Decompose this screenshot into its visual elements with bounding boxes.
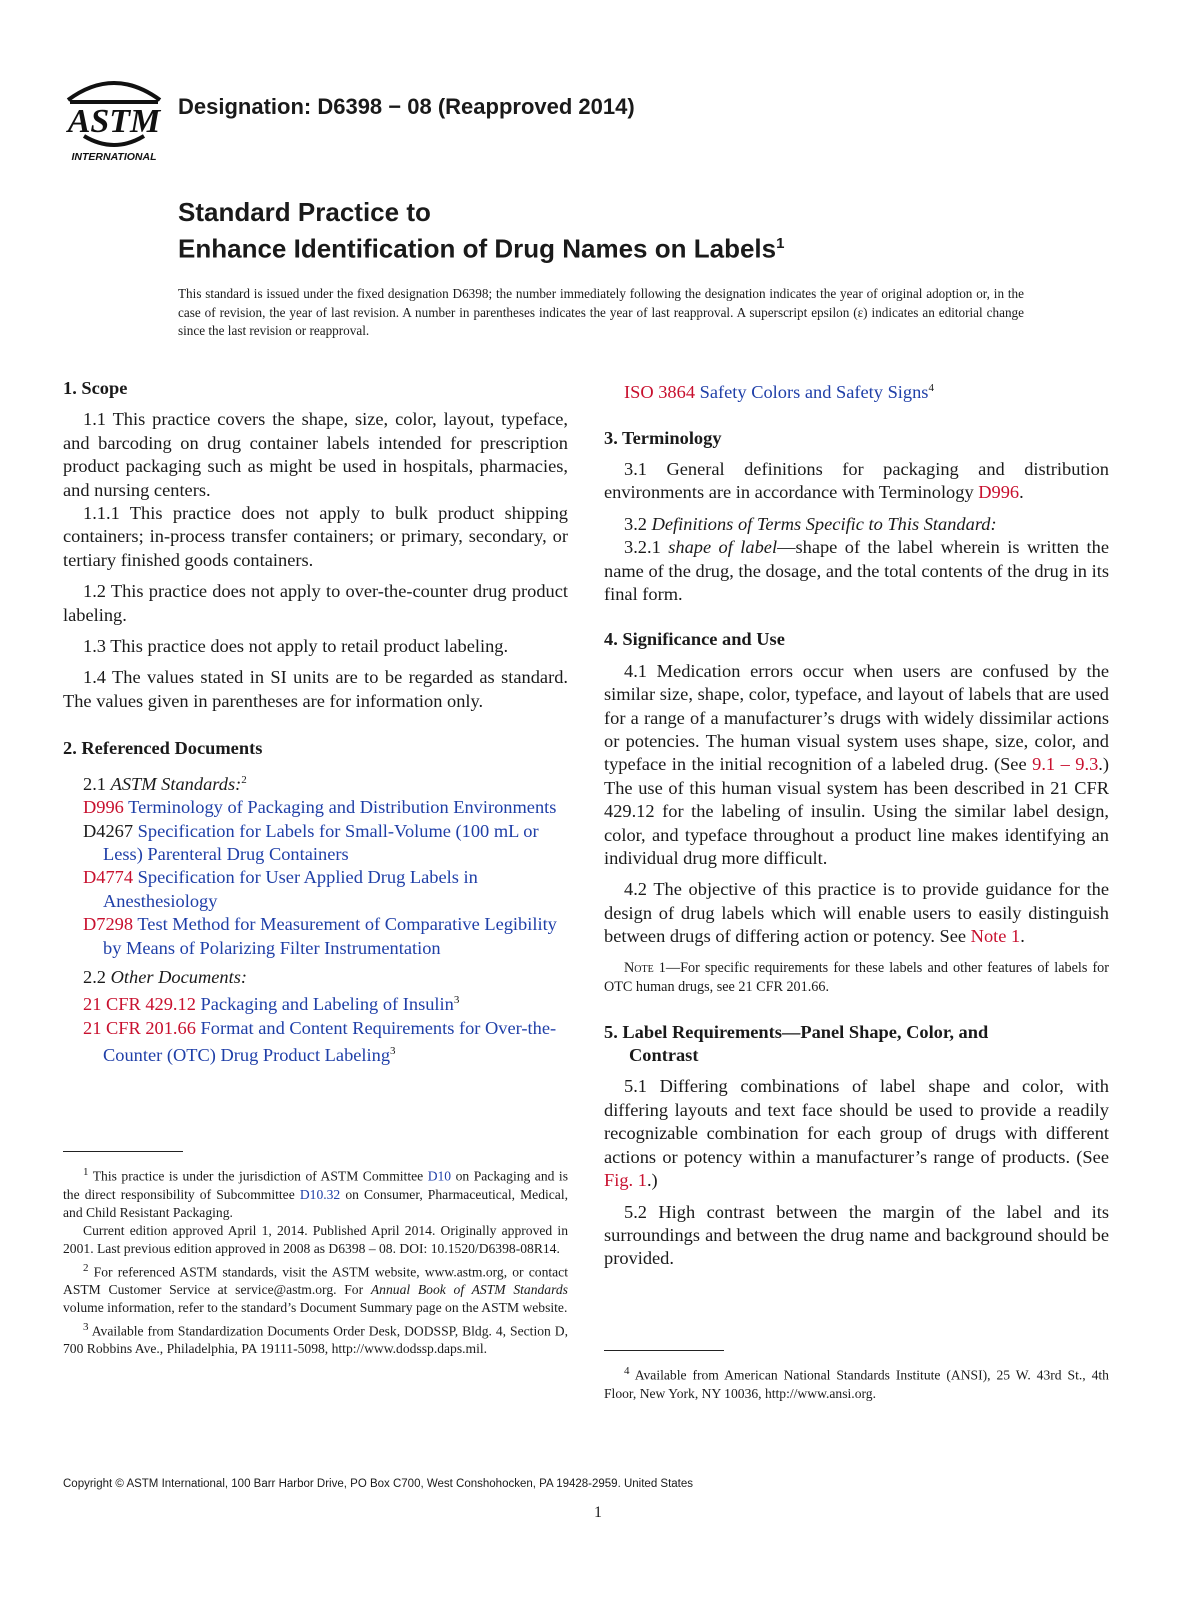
ref-title-cfr-429[interactable]: Packaging and Labeling of Insulin xyxy=(200,994,454,1015)
svg-text:ASTM: ASTM xyxy=(67,103,161,140)
para-2-2: 2.2 Other Documents: xyxy=(83,967,247,988)
link-fig-1[interactable]: Fig. 1 xyxy=(604,1170,647,1191)
link-d10-32[interactable]: D10.32 xyxy=(299,1186,341,1202)
para-3-1: 3.1 General definitions for packaging and distribution environments are in accordance with Terminology D996. xyxy=(604,458,1109,503)
footnote-right xyxy=(604,1362,1109,1403)
ref-item xyxy=(83,820,568,867)
footnotes-left xyxy=(63,1163,568,1359)
link-d10[interactable]: D10 xyxy=(427,1168,452,1184)
para-4-1: 4.1 Medication errors occur when users are confused by the similar size, shape, color, typeface, and layout of labels that are used for a range of a manufacturer’s drugs with widely dissimilar actions or potencies. The human visual system uses shape, size, color, and typeface in the initial recognition of a labeled drug. (See 9.1 – 9.3.) The use of this human visual system has been described in 21 CFR 429.12 for the labeling of insulin. Using the similar label design, color, and typeface throughout a product line makes identifying an individual drug more difficult. xyxy=(604,660,1109,869)
para-1-1: 1.1 This practice covers the shape, size, color, layout, typeface, and barcoding on drug container labels intended for prescription product packaging such as might be used in hospitals, pharmacies, and nursing centers. xyxy=(63,409,568,500)
para-2-1: 2.1 ASTM Standards:$^2$ xyxy=(83,773,247,794)
astm-logo-icon xyxy=(62,72,166,164)
para-4-2: 4.2 The objective of this practice is to provide guidance for the design of drug labels which will enable users to easily distinguish between drugs of differing action or potency. See Note 1. xyxy=(604,879,1109,947)
title-line-2: Enhance Identification of Drug Names on Labels$^1$ xyxy=(178,233,785,264)
ref-title-d996[interactable]: Terminology of Packaging and Distribution Environments xyxy=(128,797,557,818)
para-5-1: 5.1 Differing combinations of label shape and color, with differing layouts and text face should be used to provide a readily recognizable combination for each group of drugs with different actions or potency within a manufacturer’s range of products. (See Fig. 1.) xyxy=(604,1076,1109,1191)
ref-title-iso-3864[interactable]: Safety Colors and Safety Signs xyxy=(699,382,929,403)
title-line-1: Standard Practice to xyxy=(178,197,431,227)
ref-link-d996[interactable]: D996 xyxy=(83,797,124,818)
ref-item: 21 CFR 201.66 Format and Content Requirements for Over-the-Counter (OTC) Drug Product Labeling$^3$ xyxy=(83,1018,557,1066)
link-9-1-9-3[interactable]: 9.1 – 9.3 xyxy=(1032,754,1099,775)
ref-title-d4267[interactable]: Specification for Labels for Small-Volume (100 mL or Less) Parenteral Drug Containers xyxy=(103,820,539,865)
footnote-rule-right xyxy=(604,1350,724,1351)
svg-text:INTERNATIONAL: INTERNATIONAL xyxy=(71,151,157,163)
title-footnote-mark[interactable]: 1 xyxy=(776,235,785,252)
footnote-2: $^2$ For referenced ASTM standards, visit the ASTM website, www.astm.org, or contact ASTM Customer Service at service@astm.org. For Annual Book of ASTM Standards volume information, refer to the standard’s Document Summary page on the ASTM website. xyxy=(63,1261,568,1316)
footnote-1-edition: Current edition approved April 1, 2014. Published April 2014. Originally approved in 2001. Last previous edition approved in 2008 as D6398 – 08. DOI: 10.1520/D6398-08R14. xyxy=(63,1223,568,1257)
ref-item xyxy=(83,796,568,819)
ref-title-d4774[interactable]: Specification for User Applied Drug Labels in Anesthesiology xyxy=(103,867,478,911)
section-1-heading: 1. Scope xyxy=(63,378,128,398)
footnote-3: $^3$ Available from Standardization Documents Order Desk, DODSSP, Bldg. 4, Section D, 700 Robbins Ave., Philadelphia, PA 19111-5098, http://www.dodssp.daps.mil. xyxy=(63,1320,568,1357)
note-1: Note 1—For specific requirements for these labels and other features of labels for OTC human drugs, see 21 CFR 201.66. xyxy=(604,959,1109,995)
ref-link-d7298[interactable]: D7298 xyxy=(83,914,134,935)
copyright-line: Copyright © ASTM International, 100 Barr Harbor Drive, PO Box C700, West Conshohocken, PA 19428-2959. United States xyxy=(63,1478,694,1490)
designation: Designation: D6398 − 08 (Reapproved 2014) xyxy=(178,94,635,119)
astm-logo xyxy=(62,72,166,164)
footnote-1: $^1$ This practice is under the jurisdiction of ASTM Committee D10 on Packaging and is the direct responsibility of Subcommittee D10.32 on Consumer, Pharmaceutical, Medical, and Child Resistant Packaging. xyxy=(63,1166,569,1220)
para-3-2-1: 3.2.1 shape of label—shape of the label wherein is written the name of the drug, the dosage, and the total contents of the drug in its final form. xyxy=(604,537,1109,604)
para-1-2: 1.2 This practice does not apply to over-the-counter drug product labeling. xyxy=(63,581,568,625)
link-note-1[interactable]: Note 1 xyxy=(970,926,1021,947)
section-3-heading: 3. Terminology xyxy=(604,427,722,448)
ref-link-d4774[interactable]: D4774 xyxy=(83,867,134,888)
para-5-2: 5.2 High contrast between the margin of the label and its surroundings and between the drug name and background should be provided. xyxy=(604,1201,1109,1269)
ref-item: 21 CFR 429.12 Packaging and Labeling of Insulin$^3$ xyxy=(83,994,460,1015)
section-5-heading: 5. Label Requirements—Panel Shape, Color, and Contrast xyxy=(604,1021,989,1066)
para-1-1-1: 1.1.1 This practice does not apply to bulk product shipping containers; in-process transfer containers; or primary, secondary, or tertiary finished goods containers. xyxy=(63,503,568,570)
para-3-2: 3.2 Definitions of Terms Specific to This Standard: xyxy=(624,513,997,534)
right-column xyxy=(604,377,1109,1271)
para-1-4: 1.4 The values stated in SI units are to be regarded as standard. The values given in parentheses are for information only. xyxy=(63,667,568,711)
ref-link-iso-3864[interactable]: ISO 3864 xyxy=(624,382,696,403)
para-1-3: 1.3 This practice does not apply to retail product labeling. xyxy=(83,636,509,657)
ref-title-d7298[interactable]: Test Method for Measurement of Comparative Legibility by Means of Polarizing Filter Instrumentation xyxy=(103,914,557,958)
ref-link-cfr-429[interactable]: 21 CFR 429.12 xyxy=(83,994,196,1015)
ref-code-d4267: D4267 xyxy=(83,820,134,841)
ref-item xyxy=(83,913,568,960)
issuance-note: This standard is issued under the fixed designation D6398; the number immediately following the designation indicates the year of original adoption or, in the case of revision, the year of last revision. A number in parentheses indicates the year of last reapproval. A superscript epsilon (ε) indicates an editorial change since the last revision or reapproval. xyxy=(178,286,1024,338)
footnote-rule-left xyxy=(63,1151,183,1152)
astm-standards-list xyxy=(83,796,568,960)
ref-item xyxy=(83,866,568,913)
ref-title-cfr-201[interactable]: Format and Content Requirements for Over-the-Counter (OTC) Drug Product Labeling xyxy=(103,1018,557,1066)
link-d996[interactable]: D996 xyxy=(978,482,1020,503)
ref-link-cfr-201[interactable]: 21 CFR 201.66 xyxy=(83,1018,196,1038)
footnote-4: $^4$ Available from American National Standards Institute (ANSI), 25 W. 43rd St., 4th Floor, New York, NY 10036, http://www.ansi.org. xyxy=(604,1365,1109,1401)
document-title xyxy=(178,196,784,265)
section-2-heading: 2. Referenced Documents xyxy=(63,738,263,759)
left-column xyxy=(63,377,568,1068)
section-4-heading: 4. Significance and Use xyxy=(604,629,785,650)
other-documents-list xyxy=(83,989,568,1067)
ref-item: ISO 3864 Safety Colors and Safety Signs$^4$ xyxy=(624,382,934,403)
page-number: 1 xyxy=(594,1504,602,1521)
